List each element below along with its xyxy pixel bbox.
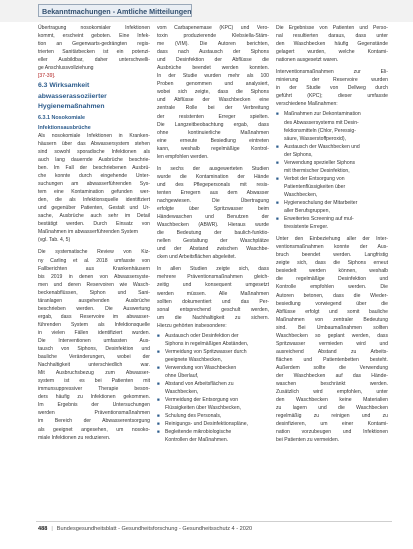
body-text-line: dass nach Austausch der Siphons	[157, 49, 269, 56]
body-text-line: zu lagern und die Waschbecken	[276, 405, 388, 412]
body-text-line: kann, weshalb regelmäßige Kontrol-	[157, 145, 269, 152]
body-text-line: Spritzwasser vermieden wird und	[276, 340, 388, 347]
body-text-line: besiedlung vorwiegend über die	[276, 300, 388, 307]
page-number: 488	[38, 526, 48, 532]
list-item: Patientenflüssigkeiten über	[284, 183, 346, 190]
body-text-line: werden müssen. Alle Maßnahmen	[157, 290, 269, 297]
section-heading: Hygienemaßnahmen	[38, 103, 105, 111]
body-text-line: die regelmäßige Desinfektion und	[276, 276, 388, 283]
body-text-line: cken und Arbeitsflächen abgeleitet.	[157, 254, 237, 261]
body-text-line: Proben genommen und analysiert,	[157, 81, 269, 88]
bullet-list	[157, 332, 269, 445]
body-text-line: ge Anschlussvollziehung	[38, 65, 94, 72]
list-item: des Abwassersystems mit Desin-	[284, 119, 359, 126]
list-item: ■ Verwendung von Waschbecken	[157, 364, 269, 372]
body-text-line: geführt (KPC); dieser umfasste	[276, 93, 388, 100]
list-item: aller Berufsgruppen,	[284, 208, 330, 215]
body-text-line: ergab, dass Reservoire im abwasser-	[38, 313, 150, 320]
body-text-line: ders häufig zu Infektionen gekommen.	[38, 394, 150, 401]
body-text-line: gelagert wurden, welche Kontami-	[276, 49, 388, 56]
body-text-line: miale Infektionen zu reduzieren.	[38, 434, 111, 441]
body-text-line: den Waschbecken häufig Gegenstände	[276, 41, 388, 48]
body-text-line: me (VIM). Die Autoren berichten,	[157, 41, 269, 48]
body-text-line: tion an Gegenwarts-gedrängten regis-	[38, 41, 150, 48]
body-text-line: als geeignet angesehen, um nosoko-	[38, 426, 150, 433]
body-text-line: Ausbrüche beendet werden konnten.	[157, 65, 269, 72]
body-text-line: men und deren Reservoiren wie Wasch-	[38, 281, 150, 288]
column-2	[157, 24, 269, 448]
footer-divider	[36, 521, 392, 522]
footer-separator: |	[51, 526, 53, 532]
body-text-line: In der Studie wurden mehr als 100	[157, 73, 269, 80]
list-item: tiresistente Erreger.	[284, 224, 329, 231]
list-item: ■ Austausch oder Desinfektion der	[157, 332, 269, 340]
body-text-line: bestätigt werden. Durch Einsatz von	[38, 221, 150, 228]
body-text-line: bei Patienten zu vermeiden.	[276, 437, 340, 444]
section-heading: 6.3 Wirksamkeit	[38, 82, 90, 90]
column-3	[276, 24, 388, 444]
body-text-line: Waschbecken so geplant werden, dass	[276, 332, 388, 339]
list-item: ■ Austausch der Waschbecken und	[276, 143, 388, 151]
body-text-line: nationen ausgesetzt waren.	[276, 57, 339, 64]
body-text-line: suchungen am abwasserführenden Sys-	[38, 181, 150, 188]
body-text-line: beschrieben werden. Die Auswertung	[38, 305, 150, 312]
body-text-line: Fallberichten aus Krankenhäusern	[38, 265, 150, 272]
page-footer	[38, 526, 252, 532]
body-text-line: häusern über das Abwassersystem stehen	[38, 140, 150, 147]
body-text-line: Maßnahmen von zentraler Bedeutung	[276, 316, 388, 323]
body-text-line: minierung der Reservoire wurden	[276, 77, 388, 84]
body-text-line: ben. Im Fall der beschriebenen Ausbrü-	[38, 165, 150, 172]
body-text-line: sache, Ausbrüche auch sehr im Detail	[38, 213, 150, 220]
body-text-line: Übertragung nosokomialer Infektionen	[38, 25, 150, 31]
body-text-line: Die Langzeitbeobachtung ergab, dass	[157, 121, 269, 128]
body-text-line: besiedelt werden können, weshalb	[276, 268, 388, 275]
body-text-line: der resistenten Erreger spielten.	[157, 113, 269, 120]
body-text-line: bis 2019 in denen von Abwassersyste-	[38, 273, 150, 280]
body-text-line: nellen Gestaltung der Waschplätze	[157, 238, 269, 245]
body-text-line: Unter den Einbeziehung aller der Inter-	[276, 236, 388, 243]
body-text-line: regelmäßig zu reinigen und zu	[276, 413, 388, 420]
list-item: mit thermischer Desinfektion,	[284, 167, 350, 174]
body-text-line: In sechs der ausgewerteten Studien	[157, 165, 269, 172]
body-text-line: ny Carling et al. 2018 umfasste von	[38, 257, 150, 264]
body-text-line: immunsuppressiver Therapie beson-	[38, 386, 150, 393]
column-1	[38, 24, 150, 442]
body-text-line: und Abflüsse der Waschbecken eine	[157, 97, 269, 104]
body-text-line: bruch beendet werden. Langfristig	[276, 252, 388, 259]
body-text-line: Autoren betonen, dass die Wieder-	[276, 292, 388, 299]
subsection-heading: 6.3.1 Nosokomiale	[38, 114, 86, 121]
body-text-line: tem eine Kontamination gefunden wer-	[38, 189, 150, 196]
body-text-line: in der Studie von Dellweg durch	[276, 85, 388, 92]
list-item: Flüssigkeiten über Waschbecken,	[165, 405, 241, 412]
reference: (vgl. Tab. 4, 5)	[38, 237, 71, 244]
body-text-line: ohne kontinuierliche Maßnahmen	[157, 129, 269, 136]
list-item: Kontrollen der Maßnahmen.	[165, 437, 229, 444]
journal-citation: Bundesgesundheitsblatt - Gesundheitsforschung - Gesundheitsschutz 4 - 2020	[56, 526, 253, 532]
body-text-line: zentrale Rolle bei der Verbreitung	[157, 105, 269, 112]
list-item: ■ Verwendung spezieller Siphons	[276, 159, 388, 167]
body-text-line: sonal entsprechend geschult werden,	[157, 306, 269, 313]
list-item: Waschbecken,	[165, 389, 199, 396]
list-item: ■ Erweitertes Screening auf mul-	[276, 215, 388, 223]
body-text-line: nation vorzubeugen und Infektionen	[276, 429, 388, 436]
body-text-line: tenten Erregern aus dem Abwasser	[157, 189, 269, 196]
body-text-line: Interventionsmaßnahmen zur Eli-	[276, 69, 388, 76]
body-text-line: Händewaschen und Benutzen der	[157, 214, 269, 221]
section-title: Bekanntmachungen - Amtliche Mitteilungen	[38, 4, 192, 17]
body-text-line: verschiedene Maßnahmen:	[276, 101, 338, 108]
list-item: ■ Begleitende mikrobiologische	[157, 428, 269, 436]
reference	[38, 72, 150, 80]
body-text-line: die Bedeutung der baulich-funktio-	[157, 230, 269, 237]
list-item: der Siphons,	[284, 151, 313, 158]
body-text-line: len empfohlen werden.	[157, 153, 209, 160]
list-item: ■ Verbot der Entsorgung von	[276, 175, 388, 183]
list-item: ■ Vermeidung von Spritzwasser durch	[157, 348, 269, 356]
body-text-line: Im Ergebnis der Untersuchungen	[38, 402, 150, 409]
body-text-line: um die Nachhaltigkeit zu sichern.	[157, 314, 269, 321]
list-item: ■ Vermeidung der Entsorgung von	[157, 396, 269, 404]
body-text-line: Zusätzlich wird empfohlen, unter	[276, 389, 388, 396]
body-text-line: und des Pflegepersonals mit resis-	[157, 181, 269, 188]
body-text-line: system ist es bei Patienten mit	[38, 378, 150, 385]
list-item: ■ Abstand von Arbeitsflächen zu	[157, 380, 269, 388]
body-text-line: zeitig und konsequent umgesetzt	[157, 282, 269, 289]
body-text-line: erfolgte über Spritzwasser beim	[157, 206, 269, 213]
body-text-line: Mit Ausbruchsbezug zum Abwasser-	[38, 370, 150, 377]
body-text-line: trierten Sanitärbecken ist ein potenzi-	[38, 49, 150, 56]
list-item: Siphons in regelmäßigen Abständen,	[165, 340, 249, 347]
section-heading: abwasserassoziierter	[38, 92, 107, 100]
body-text-line: Die Ergebnisse von Patienten und Perso-	[276, 25, 388, 31]
list-item: ohne Überlauf,	[165, 372, 199, 379]
body-text-line: kommt, erscheint geboten. Eine Infek-	[38, 33, 150, 40]
body-text-line: eller Ausbildbar, daher unterschwelli-	[38, 57, 150, 64]
body-text-line: wobei sich zeigte, dass die Siphons	[157, 89, 269, 96]
list-item: fektionsmitteln (Chlor, Peressig-	[284, 127, 356, 134]
body-text-line: Außerdem sollte die Verwendung	[276, 364, 388, 371]
body-text-line: der Waschbecken auf das Hände-	[276, 372, 388, 379]
list-item: geeignete Waschbecken,	[165, 356, 223, 363]
body-text-line: nachgewiesen. Die Übertragung	[157, 197, 269, 204]
body-text-line: che konnte durch eingehende Unter-	[38, 173, 150, 180]
list-item: Waschbecken,	[284, 191, 318, 198]
body-text-line: Als nosokomiale Infektionen in Kranken-	[38, 132, 150, 139]
subsection-heading: Infektionsausbrüche	[38, 124, 91, 131]
list-item: ■ Schulung des Personals,	[157, 412, 269, 420]
citation-link[interactable]: [37-39].	[38, 73, 56, 80]
body-text-line: Maßnahmen im abwasserführenden System	[38, 229, 138, 236]
body-text-line: den Waschbecken keine Materialien	[276, 397, 388, 404]
body-text-line: ventionsmaßnahmen konnte der Aus-	[276, 244, 388, 251]
body-text-line: und Desinfektion der Abflüsse die	[157, 57, 269, 64]
body-text-line: Abflüsse erfolgt und somit bauliche	[276, 308, 388, 315]
body-text-line: Kontrolle empfohlen werden. Die	[276, 284, 388, 291]
body-text-line: sind sowohl sporadische Infektionen als	[38, 148, 150, 155]
body-text-line: führenden System als Infektionsquelle	[38, 321, 150, 328]
body-text-line: In allen Studien zeigte sich, dass	[157, 266, 269, 273]
list-item: ■ Reinigungs- und Desinfektionspläne,	[157, 420, 269, 428]
body-text-line: toxin produzierende Klebsiella-Stäm-	[157, 33, 269, 40]
body-text-line: eine erneute Besiedlung eintreten	[157, 137, 269, 144]
body-text-line: vom Carbapenemase (KPC) und Vero-	[157, 25, 269, 31]
body-text-line: ausreichend Abstand zu Arbeits-	[276, 348, 388, 355]
body-text-line: Die Interventionen umfassten Aus-	[38, 338, 150, 344]
body-text-line: in vielen Fällen identifiziert wurden.	[38, 329, 150, 336]
list-item: säure, Wasserstoffperoxid),	[284, 135, 346, 142]
body-text-line: sollten dokumentiert und das Per-	[157, 298, 269, 305]
body-text-line: flächen und Patientenbetten besteht.	[276, 356, 388, 363]
body-text-line: und gegenüber Patienten, Gestalt und Ur-	[38, 205, 150, 212]
body-text-line: Hierzu gehörten insbesondere:	[157, 322, 227, 329]
body-text-line: Die systematische Review von Kiz-	[38, 249, 150, 256]
body-text-line: mehrere Präventionsmaßnahmen gleich-	[157, 274, 269, 281]
body-text-line: wurde die Kontamination der Hände	[157, 173, 269, 180]
bullet-list	[276, 110, 388, 231]
body-text-line: täranlagen ausgehenden Ausbrüche	[38, 297, 150, 304]
body-text-line: werden Präventionsmaßnahmen	[38, 410, 150, 417]
body-text-line: den, die als Infektionsquelle identifiziert	[38, 197, 150, 204]
list-item: ■ Hygieneschulung der Mitarbeiter	[276, 199, 388, 207]
body-text-line: und der Abstand zwischen Waschbe-	[157, 246, 269, 253]
body-text-line: waschen beschränkt werden.	[276, 381, 388, 388]
body-text-line: auch lang dauernde Ausbrüche beschrie-	[38, 156, 150, 163]
body-text-line: sind. Bei Umbaumaßnahmen sollten	[276, 324, 388, 331]
body-text-line: Nachhaltigkeit unterschiedlich war.	[38, 362, 150, 369]
body-text-line: nal resultierten daraus, dass unter	[276, 33, 388, 40]
body-text-line: Waschbecken (ABWR). Hieraus wurde	[157, 222, 269, 229]
list-item: ■ Maßnahmen zur Dekontamination	[276, 110, 388, 118]
body-text-line: bauliche Veränderungen, wobei der	[38, 354, 150, 361]
body-text-line: zeigte sich, dass die Siphons erneut	[276, 260, 388, 267]
body-text-line: desinfizieren, um einer Kontami-	[276, 421, 388, 428]
body-text-line: tausch von Siphons, Desinfektion und	[38, 346, 150, 353]
body-text-line: beckenabflüssen, Siphon und Sani-	[38, 289, 150, 296]
body-text-line: im Bereich der Abwasserentsorgung	[38, 418, 150, 425]
